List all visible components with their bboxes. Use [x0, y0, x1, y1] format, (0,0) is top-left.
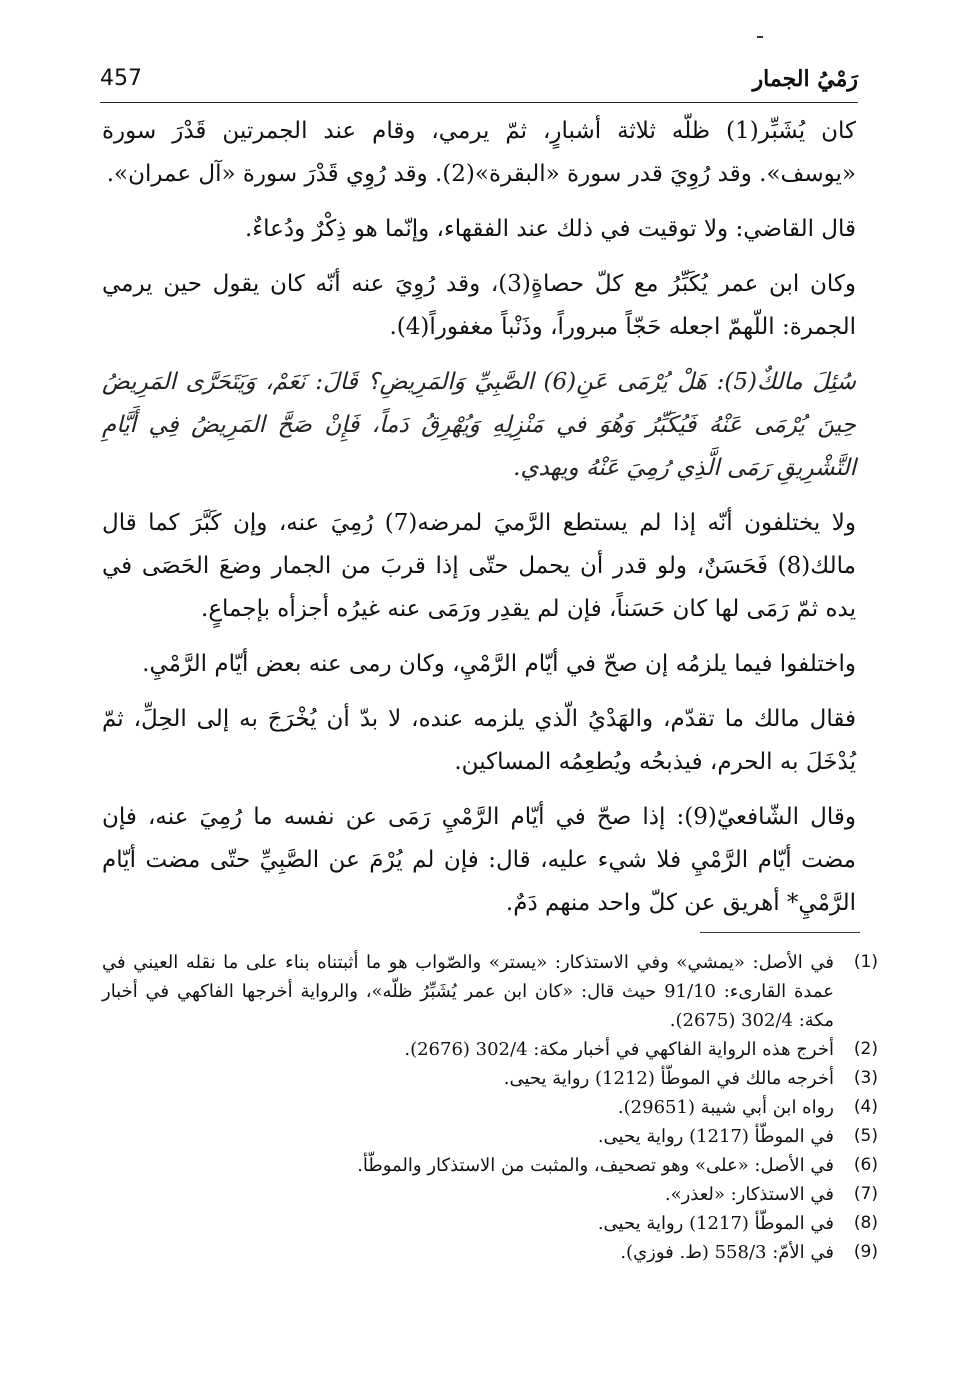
footnote [102, 1151, 878, 1180]
paragraph: وقال الشّافعيّ(9): إذا صحّ في أيّام الرَّمْيِ رَمَى عن نفسه ما رُمِيَ عنه، فإن مضت أيّام الرَّمْيِ فلا شيء عليه، قال: فإن لم يُرْمَ عن الصَّبِيِّ حتّى مضت أيّام الرَّمْيِ* أهريق عن كلّ واحد منهم دَمٌ. [102, 804, 857, 916]
footnote-text: في الموطّأ (1217) رواية يحيى. [597, 1126, 834, 1147]
paragraph: قال القاضي: ولا توقيت في ذلك عند الفقهاء، وإنّما هو ذِكْرٌ ودُعاءٌ. [244, 216, 856, 242]
footnote-number: (5) [853, 1126, 878, 1146]
ink-mark [757, 36, 763, 38]
main-text [102, 110, 856, 937]
footnote-divider [700, 932, 860, 933]
footnote-number: (8) [853, 1213, 878, 1233]
footnote-text: في الأصل: «على» وهو تصحيف، والمثبت من الاستذكار والموطّأ. [357, 1155, 834, 1176]
footnote [102, 1209, 878, 1238]
footnote-number: (3) [853, 1068, 878, 1088]
footnote [102, 1093, 878, 1122]
footnote-text: أخرجه مالك في الموطّأ (1212) رواية يحيى. [503, 1068, 834, 1089]
footnote-number: (9) [853, 1242, 878, 1262]
footnote-text: رواه ابن أبي شيبة (29651). [617, 1097, 834, 1118]
paragraph: واختلفوا فيما يلزمُه إن صحّ في أيّام الرَّمْيِ، وكان رمى عنه بعض أيّام الرَّمْيِ. [142, 651, 856, 677]
footnote [102, 1035, 878, 1064]
footnote-number: (4) [853, 1097, 878, 1117]
paragraph: فقال مالك ما تقدّم، والهَدْيُ الّذي يلزمه عنده، لا بدّ أن يُخْرَجَ به إلى الحِلِّ، ثمّ يُدْخَلَ به الحرم، فيذبحُه ويُطعِمُه المساكين. [102, 706, 856, 775]
footnote [102, 1122, 878, 1151]
footnote [102, 1180, 878, 1209]
paragraph: كان يُشَبِّر(1) ظلّه ثلاثة أشبارٍ، ثمّ يرمي، وقام عند الجمرتين قَدْرَ سورة «يوسف». وقد رُوِيَ قدر سورة «البقرة»(2). وقد رُوِي قَدْرَ سورة «آل عمران». [102, 118, 857, 187]
footnote-text: في الاستذكار: «لعذر». [664, 1184, 834, 1205]
paragraph: ولا يختلفون أنّه إذا لم يستطع الرَّميَ لمرضه(7) رُمِيَ عنه، وإن كَبَّرَ كما قال مالك(8) فَحَسَنٌ، ولو قدر أن يحمل حتّى إذا قربَ من الجمار وضعَ الحَصَى في يده ثمّ رَمَى لها كان حَسَناً، فإن لم يقدِر ورَمَى عنه غيرُه أجزأه بإجماعٍ. [102, 510, 856, 622]
footnote-text: في الأمّ: 558/3 (ط. فوزي). [620, 1242, 834, 1263]
footnote-number: (6) [853, 1155, 878, 1175]
page-number: 457 [100, 66, 142, 91]
footnote-number: (1) [853, 952, 878, 972]
page-header [100, 62, 858, 103]
footnote-number: (7) [853, 1184, 878, 1204]
running-title: رَمْيُ الجمار [752, 66, 858, 92]
footnote [102, 948, 878, 1035]
footnote-text: في الأصل: «يمشي» وفي الاستذكار: «يستر» والصّواب هو ما أثبتناه بناء على ما نقله العيني في عمدة القارىء: 91/10 حيث قال: «كان ابن عمر يُشَبِّرُ ظلّه»، والرواية أخرجها الفاكهي في أخبار مكة: 302/4 (2675). [102, 952, 835, 1031]
footnote-number: (2) [853, 1039, 878, 1059]
footnotes [102, 948, 878, 1267]
footnote-text: أخرج هذه الرواية الفاكهي في أخبار مكة: 302/4 (2676). [404, 1039, 834, 1060]
footnote [102, 1238, 878, 1267]
paragraph-quote: سُئِلَ مالكٌ(5): هَلْ يُرْمَى عَنِ(6) الصَّبِيِّ وَالمَرِيضِ؟ قَالَ: نَعَمْ، وَيَتَحَرَّى المَرِيضُ حِينَ يُرْمَى عَنْهُ فَيُكَبِّرُ وَهُوَ في مَنْزِلِهِ وَيُهْرِقُ دَماً، فَإِنْ صَحَّ المَرِيضُ فِي أَيَّامِ التَّشْرِيقِ رَمَى الَّذِي رُمِيَ عَنْهُ ويهدي. [102, 369, 856, 481]
footnote [102, 1064, 878, 1093]
footnote-text: في الموطّأ (1217) رواية يحيى. [597, 1213, 834, 1234]
paragraph: وكان ابن عمر يُكَبِّرُ مع كلّ حصاةٍ(3)، وقد رُوِيَ عنه أنّه كان يقول حين يرمي الجمرة: اللّهمّ اجعله حَجّاً مبروراً، وذَنْباً مغفوراً(4). [102, 271, 856, 340]
